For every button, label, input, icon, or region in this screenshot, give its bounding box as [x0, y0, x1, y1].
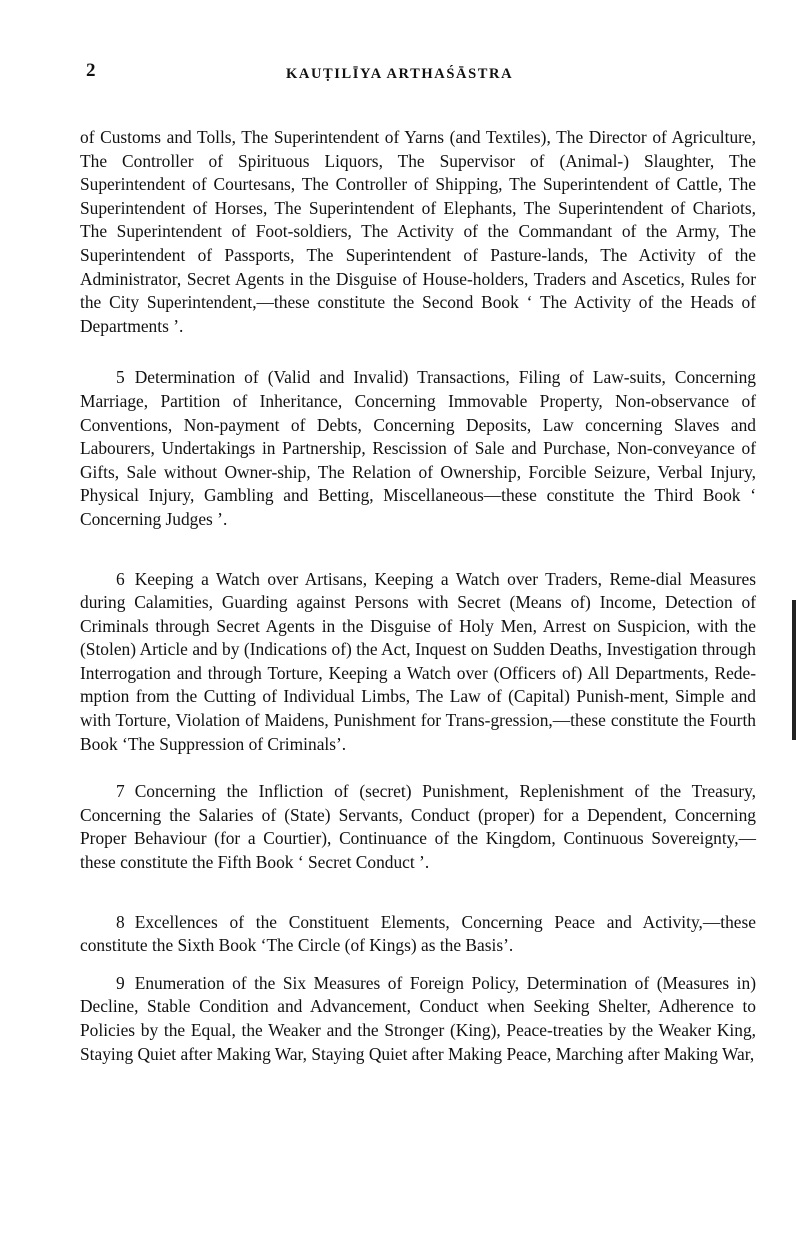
paragraph-text: Enumeration of the Six Measures of Foreign Policy, Determination of (Measures in) Decline, Stable Condition and Advancement, Conduct when Seeking Shelter, Adherence to Policies by the Equal, the Weaker and the Stronger (King), Peace-treaties by the Weaker King, Staying Quiet after Making War, Staying Quiet after Making Peace, Marching after Making War, — [80, 972, 756, 1064]
page-number: 2 — [86, 60, 96, 81]
paragraph-number: 9 — [116, 972, 125, 993]
paragraph-text: Determination of (Valid and Invalid) Transactions, Filing of Law-suits, Concerning Marriage, Partition of Inheritance, Concerning Immovable Property, Non-observance of Conventions, Non-payment of Debts, Concerning Deposits, Law concerning Slaves and Labourers, Undertakings in Partnership, Rescission of Sale and Purchase, Non-conveyance of Gifts, Sale without Owner-ship, The Relation of Ownership, Forcible Seizure, Verbal Injury, Physical Injury, Gambling and Betting, Miscellaneous—these constitute the Third Book ‘ Concerning Judges ’. — [80, 367, 756, 529]
paragraph-number: 5 — [116, 367, 125, 388]
paragraph-7 — [80, 780, 756, 874]
paragraph-text: Concerning the Infliction of (secret) Punishment, Replenishment of the Treasury, Concerning the Salaries of (State) Servants, Conduct (proper) for a Dependent, Concerning Proper Behaviour (for a Courtier), Continuance of the Kingdom, Continuous Sovereignty,—these constitute the Fifth Book ‘ Secret Conduct ’. — [80, 781, 756, 873]
paragraph-number: 8 — [116, 911, 125, 932]
paragraph-8 — [80, 911, 756, 958]
paragraph-text: Excellences of the Constituent Elements, Concerning Peace and Activity,—these constitute the Sixth Book ‘The Circle (of Kings) as the Basis’. — [80, 911, 756, 956]
paragraph-5 — [80, 366, 756, 531]
paragraph-6 — [80, 568, 756, 757]
paragraph-number: 7 — [116, 781, 125, 802]
page-header — [86, 60, 736, 90]
paragraph-text: Keeping a Watch over Artisans, Keeping a Watch over Traders, Reme-dial Measures during Calamities, Guarding against Persons with Secret (Means of) Income, Detection of Criminals through Secret Agents in the Disguise of Holy Men, Arrest on Suspicion, with the (Stolen) Article and by (Indications of) the Act, Inquest on Sudden Deaths, Investigation through Interrogation and through Torture, Keeping a Watch over (Officers of) All Departments, Rede-mption from the Cutting of Individual Limbs, The Law of (Capital) Punish-ment, Simple and with Torture, Violation of Maidens, Punishment for Trans-gression,—these constitute the Fourth Book ‘The Suppression of Criminals’. — [80, 568, 756, 754]
scan-edge-shadow — [792, 600, 796, 740]
paragraph-text: of Customs and Tolls, The Superintendent of Yarns (and Textiles), The Director of Agriculture, The Controller of Spirituous Liquors, The Supervisor of (Animal-) Slaughter, The Superintendent of Courtesans, The Controller of Shipping, The Superintendent of Cattle, The Superintendent of Horses, The Superintendent of Elephants, The Superintendent of Chariots, The Superintendent of Foot-soldiers, The Activity of the Commandant of the Army, The Superintendent of Passports, The Superintendent of Pasture-lands, The Activity of the Administrator, Secret Agents in the Disguise of House-holders, Traders and Ascetics, Rules for the City Superintendent,—these constitute the Second Book ‘ The Activity of the Heads of Departments ’. — [80, 127, 756, 336]
running-title: KAUṬILĪYA ARTHAŚĀSTRA — [286, 66, 514, 82]
body-text — [80, 126, 756, 1066]
paragraph-number: 6 — [116, 568, 125, 589]
paragraph-continuation — [80, 126, 756, 338]
paragraph-9 — [80, 972, 756, 1066]
